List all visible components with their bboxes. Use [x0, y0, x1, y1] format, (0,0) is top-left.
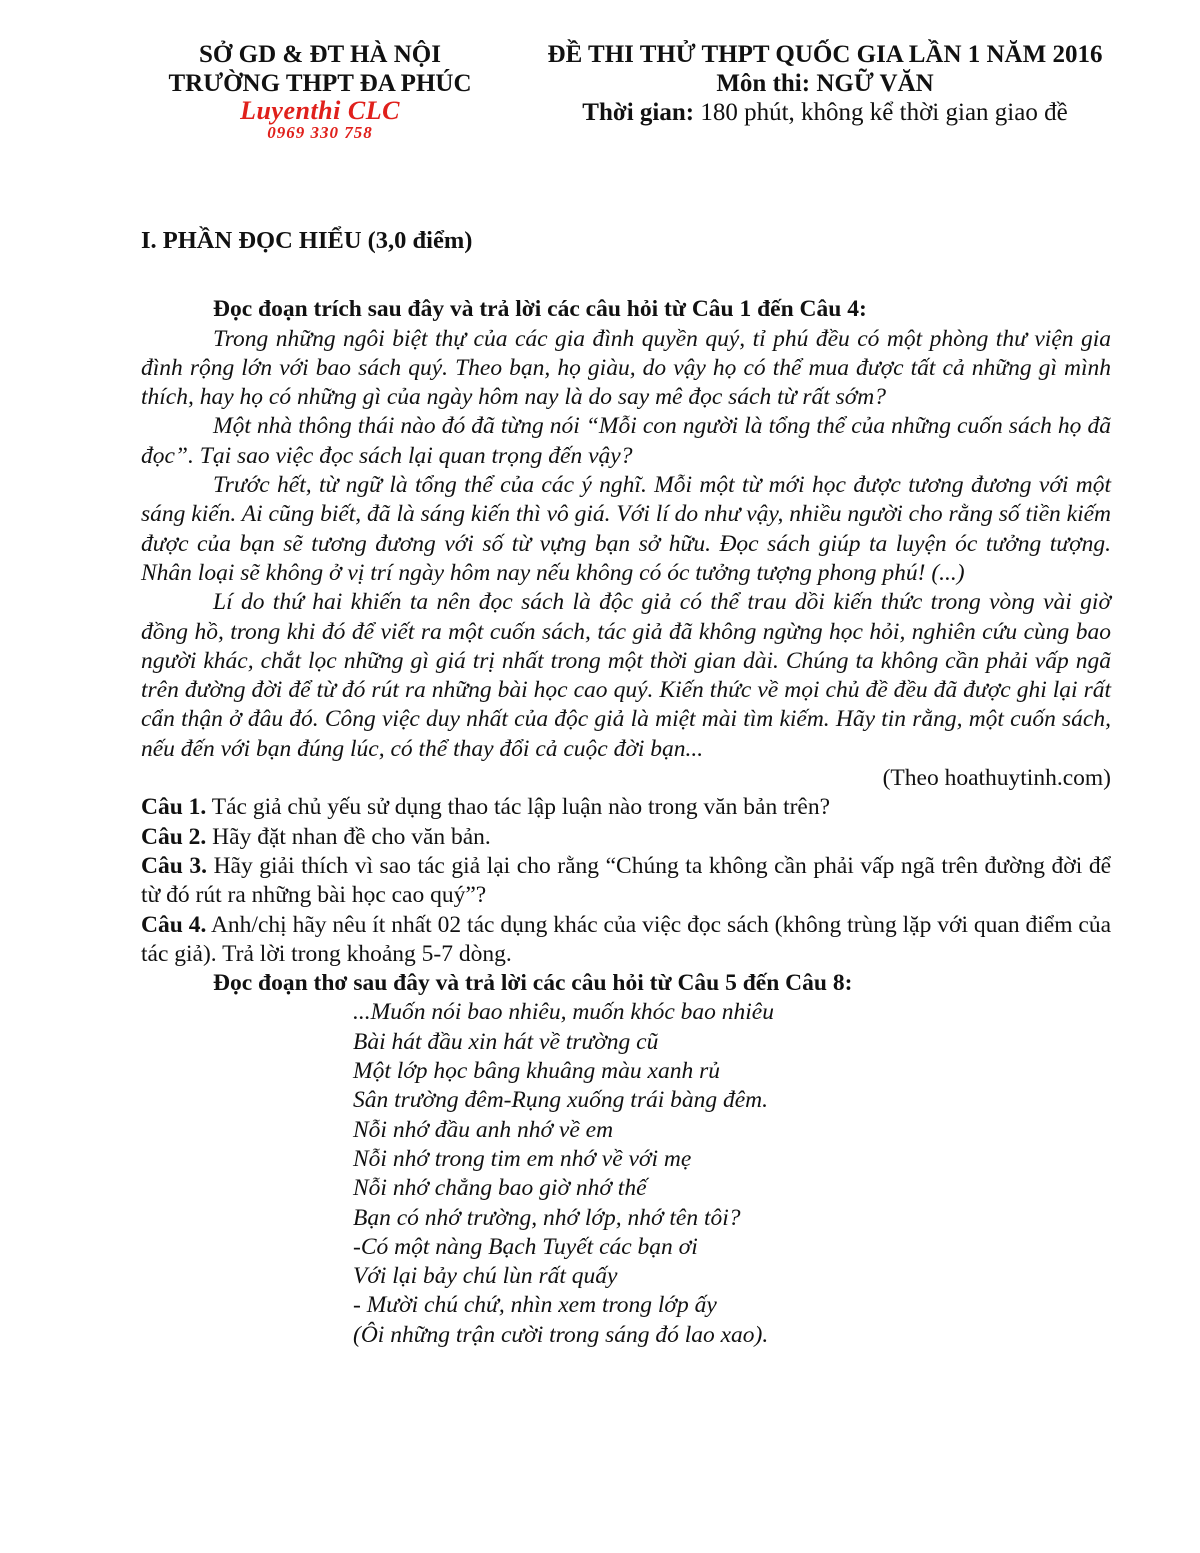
passage-paragraph: Trước hết, từ ngữ là tổng thể của các ý nghĩ. Mỗi một từ mới học được tương đương với một sáng kiến. Ai cũng biết, đã là sáng kiến thì vô giá. Với lí do như vậy, nhiều người cho rằng số tiền kiếm được của bạn sẽ tương đương với số từ vựng bạn sở hữu. Đọc sách giúp ta luyện óc tưởng tượng. Nhân loại sẽ không ở vị trí ngày hôm nay nếu không có óc tưởng tượng phong phú! (...): [141, 472, 1111, 586]
question-4: [141, 911, 1111, 970]
poem-line: Với lại bảy chú lùn rất quấy: [353, 1263, 618, 1290]
passage-paragraph: Một nhà thông thái nào đó đã từng nói “Mỗi con người là tổng thể của những cuốn sách họ đã đọc”. Tại sao việc đọc sách lại quan trọng đến vậy?: [141, 413, 1111, 469]
exam-time-value: 180 phút, không kể thời gian giao đề: [694, 99, 1068, 126]
passage-paragraph: Lí do thứ hai khiến ta nên đọc sách là độc giả có thể trau dồi kiến thức trong vòng vài giờ đồng hồ, trong khi đó để viết ra một cuốn sách, tác giả đã không ngừng học hỏi, nghiên cứu cùng bao người khác, chắt lọc những gì giá trị nhất trong một thời gian dài. Chúng ta không cần phải vấp ngã trên đường đời để từ đó rút ra những bài học cao quý. Kiến thức về mọi chủ đề đều đã được ghi lại rất cẩn thận ở đâu đó. Công việc duy nhất của độc giả là miệt mài tìm kiếm. Hãy tin rằng, một cuốn sách, nếu đến với bạn đúng lúc, có thể thay đổi cả cuộc đời bạn...: [141, 589, 1111, 762]
section-title: I. PHẦN ĐỌC HIỂU (3,0 điểm): [141, 227, 473, 254]
passage-paragraph: Trong những ngôi biệt thự của các gia đình quyền quý, tỉ phú đều có một phòng thư viện gia đình rộng lớn với bao sách quý. Theo bạn, họ giàu, do vậy họ có thể mua được tất cả những gì mình thích, hay họ có những gì của ngày hôm nay là do say mê đọc sách từ rất sớm?: [141, 325, 1111, 411]
question-label: Câu 3.: [141, 852, 207, 879]
poem-line: Bài hát đầu xin hát về trường cũ: [353, 1028, 659, 1055]
exam-subject: Môn thi: NGỮ VĂN: [716, 70, 934, 97]
instruction-poem: Đọc đoạn thơ sau đây và trả lời các câu hỏi từ Câu 5 đến Câu 8:: [213, 970, 853, 997]
question-1: [141, 793, 1111, 822]
school-name: TRƯỜNG THPT ĐA PHÚC: [168, 70, 472, 97]
poem-line: -Có một nàng Bạch Tuyết các bạn ơi: [353, 1233, 698, 1260]
question-text: Hãy giải thích vì sao tác giả lại cho rằng “Chúng ta không cần phải vấp ngã trên đường đời để từ đó rút ra những bài học cao quý”?: [141, 852, 1111, 909]
poem-line: Sân trường đêm-Rụng xuống trái bàng đêm.: [353, 1087, 769, 1114]
poem-line: Bạn có nhớ trường, nhớ lớp, nhớ tên tôi?: [353, 1204, 741, 1231]
question-text: Anh/chị hãy nêu ít nhất 02 tác dụng khác của việc đọc sách (không trùng lặp với quan điểm của tác giả). Trả lời trong khoảng 5-7 dòng.: [141, 911, 1112, 967]
brand-phone: 0969 330 758: [267, 123, 373, 142]
instruction-passage: Đọc đoạn trích sau đây và trả lời các câu hỏi từ Câu 1 đến Câu 4:: [213, 296, 867, 323]
poem-line: Một lớp học bâng khuâng màu xanh rủ: [353, 1058, 720, 1085]
brand-watermark: Luyenthi CLC: [240, 96, 400, 125]
poem-line: Nỗi nhớ trong tim em nhớ về với mẹ: [353, 1145, 692, 1172]
exam-title: ĐỀ THI THỬ THPT QUỐC GIA LẦN 1 NĂM 2016: [547, 41, 1103, 68]
passage-source: (Theo hoathuytinh.com): [882, 765, 1111, 792]
header-left: [150, 40, 490, 142]
question-label: Câu 4.: [141, 911, 207, 938]
exam-content: [141, 226, 1111, 1350]
poem-line: (Ôi những trận cười trong sáng đó lao xao).: [353, 1321, 769, 1348]
poem-line: - Mười chú chứ, nhìn xem trong lớp ấy: [353, 1292, 717, 1319]
header-right: [520, 40, 1130, 127]
department-name: SỞ GD & ĐT HÀ NỘI: [199, 41, 441, 68]
exam-time-label: Thời gian:: [582, 99, 695, 126]
question-text: Hãy đặt nhan đề cho văn bản.: [206, 823, 491, 850]
question-label: Câu 1.: [141, 794, 207, 821]
poem: [141, 998, 1111, 1350]
poem-line: ...Muốn nói bao nhiêu, muốn khóc bao nhiêu: [353, 999, 774, 1026]
question-text: Tác giả chủ yếu sử dụng thao tác lập luận nào trong văn bản trên?: [206, 794, 831, 821]
poem-line: Nỗi nhớ chẳng bao giờ nhớ thế: [353, 1175, 647, 1202]
question-2: [141, 823, 1111, 852]
question-label: Câu 2.: [141, 823, 207, 850]
poem-line: Nỗi nhớ đầu anh nhớ về em: [353, 1116, 614, 1143]
exam-time: [520, 98, 1130, 127]
question-3: [141, 852, 1111, 911]
